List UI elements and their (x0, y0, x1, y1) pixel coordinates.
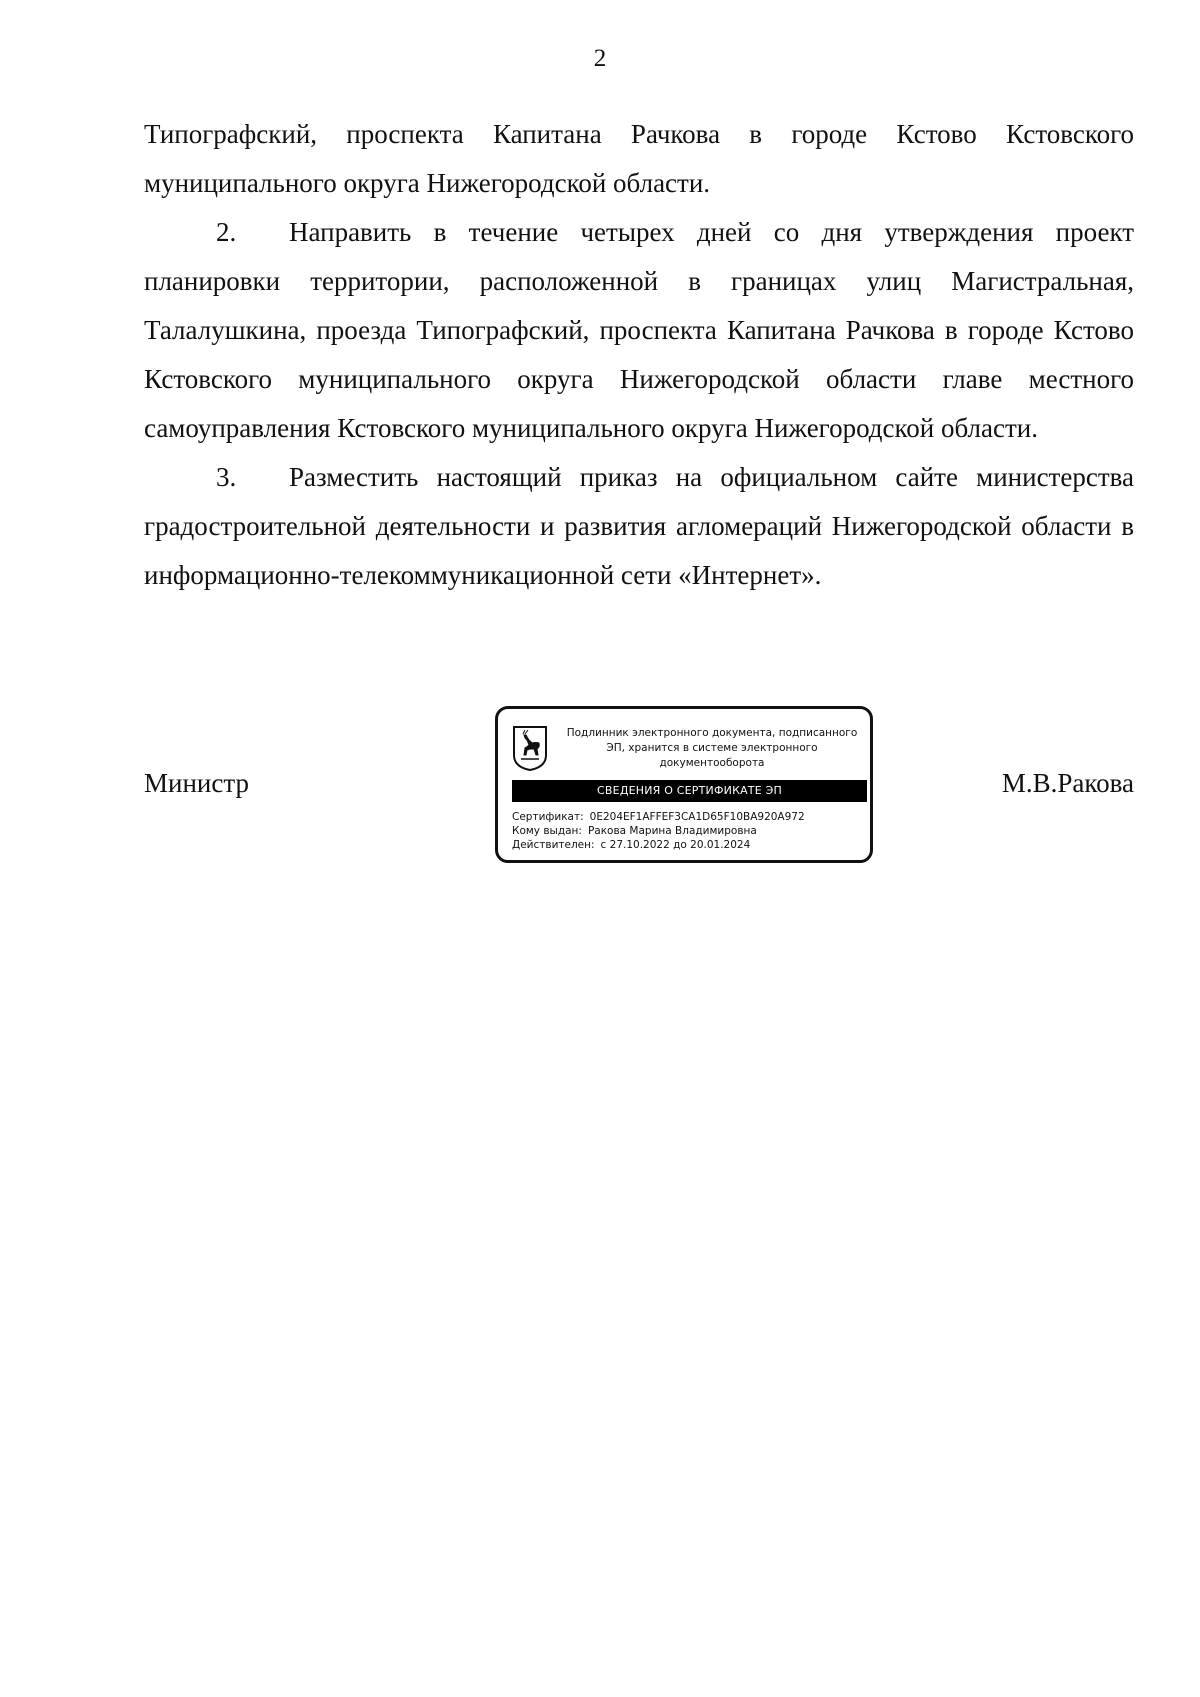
document-body (144, 110, 1134, 600)
certificate-label: Сертификат: (512, 811, 584, 823)
paragraph-2-number: 2. (216, 217, 237, 247)
page-number: 2 (593, 45, 607, 72)
validity-value: с 27.10.2022 до 20.01.2024 (600, 839, 751, 851)
paragraph-continuation: Типографский, проспекта Капитана Рачкова в городе Кстово Кстовского муниципального округа Нижегородской области. (144, 119, 1134, 198)
signatory-name: М.В.Ракова (1001, 768, 1134, 798)
certificate-row (512, 810, 805, 824)
validity-row (512, 838, 805, 852)
paragraph-3-number: 3. (216, 462, 237, 492)
electronic-signature-stamp (495, 706, 873, 863)
validity-label: Действителен: (512, 839, 595, 851)
paragraph-2 (144, 208, 1134, 453)
issued-to-label: Кому выдан: (512, 825, 582, 837)
paragraph-3-text: Разместить настоящий приказ на официальном сайте министерства градостроительной деятельности и развития агломераций Нижегородской области в информационно-телекоммуникационной сети «Интернет». (144, 462, 1134, 590)
certificate-details (512, 810, 805, 852)
stamp-header: СВЕДЕНИЯ О СЕРТИФИКАТЕ ЭП (512, 780, 867, 802)
certificate-value: 0E204EF1AFFEF3CA1D65F10BA920A972 (589, 811, 805, 823)
paragraph-3 (144, 453, 1134, 600)
deer-coat-of-arms-icon (512, 725, 548, 771)
stamp-note: Подлинник электронного документа, подписанного ЭП, хранится в системе электронного документооборота (566, 727, 858, 769)
paragraph-2-text: Направить в течение четырех дней со дня утверждения проект планировки территории, расположенной в границах улиц Магистральная, Талалушкина, проезда Типографский, проспекта Капитана Рачкова в городе Кстово Кстовского муниципального округа Нижегородской области главе местного самоуправления Кстовского муниципального округа Нижегородской области. (144, 217, 1134, 443)
issued-to-value: Ракова Марина Владимировна (587, 825, 757, 837)
signatory-title: Министр (144, 768, 249, 798)
issued-to-row (512, 824, 805, 838)
